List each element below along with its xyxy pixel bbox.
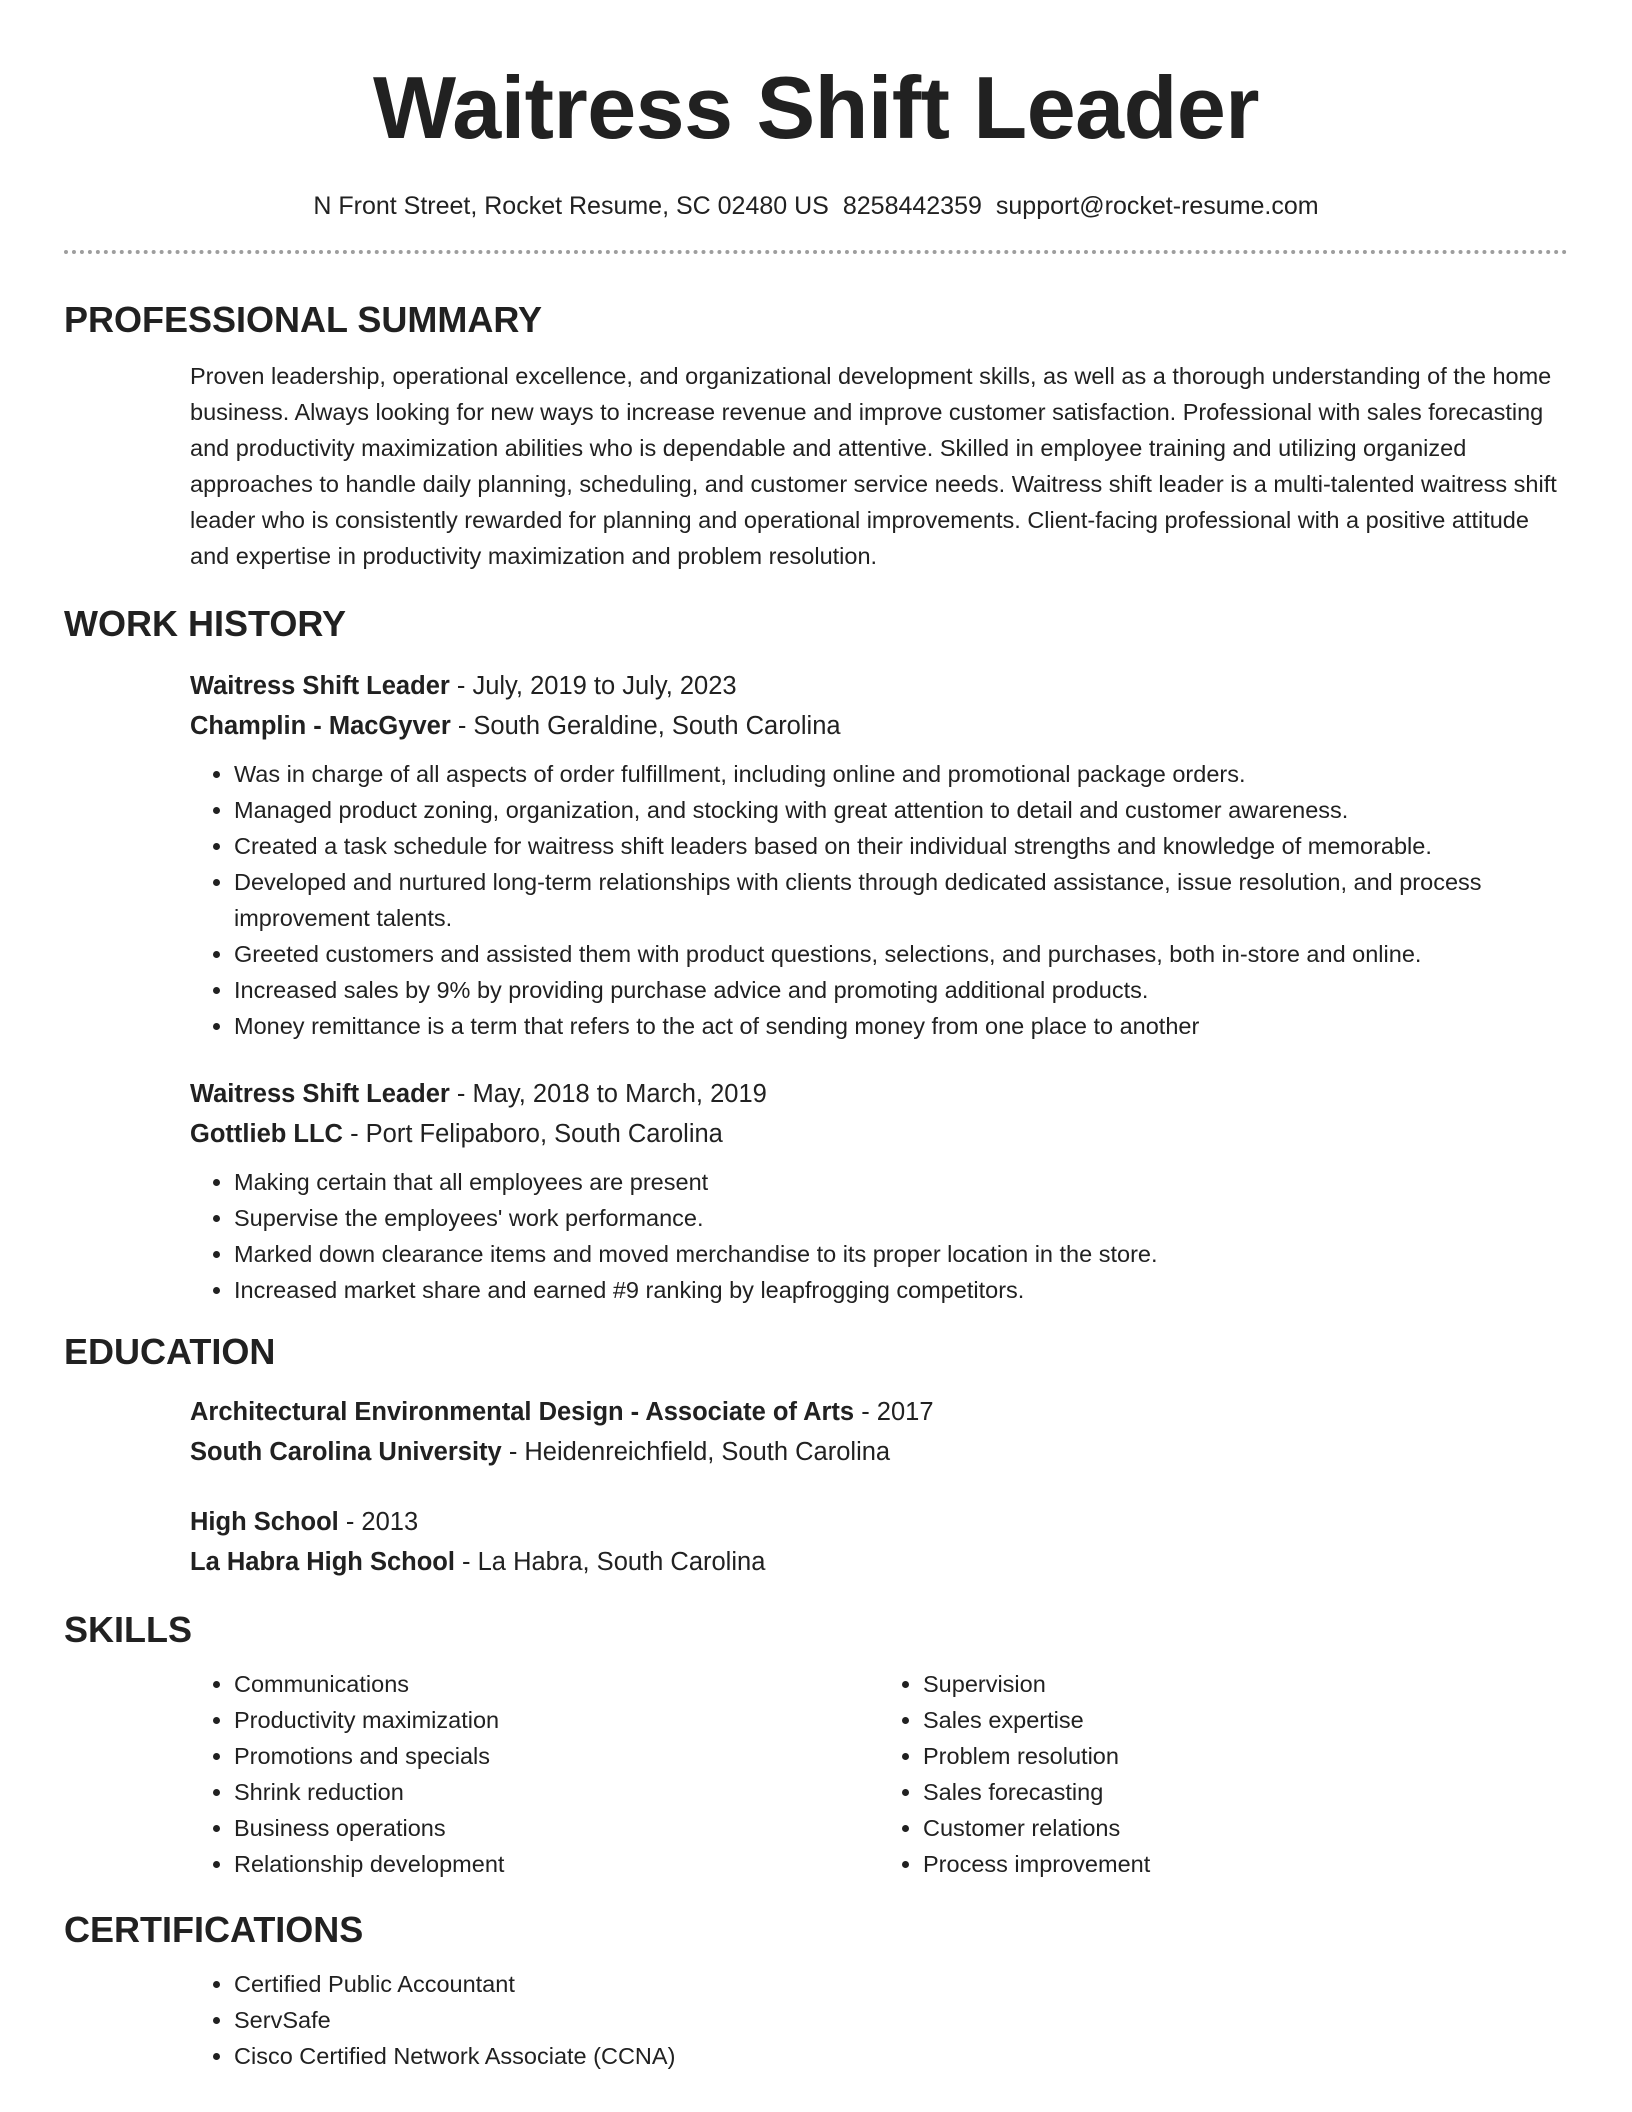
- school-line: [190, 1432, 1568, 1472]
- skills-heading: SKILLS: [64, 1609, 193, 1650]
- job-bullet: • Supervise the employees' work performance.: [234, 1200, 1568, 1236]
- school-line: [190, 1542, 1568, 1582]
- job-bullets: [190, 1164, 1568, 1308]
- skills-section: [64, 1608, 1568, 1882]
- job-entry: [64, 1074, 1568, 1308]
- header-divider: [64, 250, 1568, 254]
- degree-line: [190, 1502, 1568, 1542]
- job-company: Champlin - MacGyver: [190, 712, 451, 740]
- education-section: [64, 1330, 1568, 1582]
- skill-item: • Sales expertise: [923, 1702, 1568, 1738]
- school-name: South Carolina University: [190, 1438, 502, 1466]
- education-entry: [64, 1392, 1568, 1472]
- certification-item: • Cisco Certified Network Associate (CCNA): [234, 2038, 1568, 2074]
- skill-item: • Relationship development: [234, 1846, 879, 1882]
- job-company: Gottlieb LLC: [190, 1120, 343, 1148]
- job-bullet: • Money remittance is a term that refers to the act of sending money from one place to another: [234, 1008, 1568, 1044]
- skill-item: • Shrink reduction: [234, 1774, 879, 1810]
- skill-item: • Customer relations: [923, 1810, 1568, 1846]
- degree-year: - 2017: [854, 1398, 934, 1426]
- skill-item: • Problem resolution: [923, 1738, 1568, 1774]
- degree-name: High School: [190, 1508, 339, 1536]
- summary-text: Proven leadership, operational excellence, and organizational development skills, as well as a thorough understanding of the home business. Always looking for new ways to increase revenue and improve customer satisfaction. Professional with sales forecasting and productivity maximization abilities who is dependable and attentive. Skilled in employee training and utilizing organized approaches to handle daily planning, scheduling, and customer service needs. Waitress shift leader is a multi-talented waitress shift leader who is consistently rewarded for planning and operational improvements. Client-facing professional with a positive attitude and expertise in productivity maximization and problem resolution.: [190, 363, 1557, 569]
- skills-list-left: [190, 1666, 879, 1882]
- job-dates: - July, 2019 to July, 2023: [449, 672, 737, 700]
- skill-item: • Sales forecasting: [923, 1774, 1568, 1810]
- degree-year: - 2013: [338, 1508, 419, 1536]
- skills-columns: [64, 1666, 1568, 1882]
- skill-item: • Communications: [234, 1666, 879, 1702]
- skill-item: • Promotions and specials: [234, 1738, 879, 1774]
- skill-item: • Business operations: [234, 1810, 879, 1846]
- job-bullet: • Increased market share and earned #9 ranking by leapfrogging competitors.: [234, 1272, 1568, 1308]
- job-bullets: [190, 756, 1568, 1044]
- job-dates: - May, 2018 to March, 2019: [449, 1080, 767, 1108]
- school-location: - Heidenreichfield, South Carolina: [501, 1438, 891, 1466]
- job-bullet: • Increased sales by 9% by providing purchase advice and promoting additional products.: [234, 972, 1568, 1008]
- contact-address: N Front Street, Rocket Resume, SC 02480 US: [313, 192, 829, 220]
- school-name: La Habra High School: [190, 1548, 455, 1576]
- job-bullet: • Was in charge of all aspects of order fulfillment, including online and promotional package orders.: [234, 756, 1568, 792]
- contact-phone: 8258442359: [842, 192, 982, 220]
- skill-item: • Process improvement: [923, 1846, 1568, 1882]
- job-bullet: • Making certain that all employees are present: [234, 1164, 1568, 1200]
- work-history-heading: WORK HISTORY: [64, 603, 347, 644]
- degree-name: Architectural Environmental Design - Associate of Arts: [190, 1398, 855, 1426]
- education-entry: [64, 1502, 1568, 1582]
- job-bullet: • Greeted customers and assisted them with product questions, selections, and purchases, both in-store and online.: [234, 936, 1568, 972]
- job-role: Waitress Shift Leader: [190, 672, 450, 700]
- job-company-line: [190, 1114, 1568, 1154]
- certifications-heading: CERTIFICATIONS: [64, 1909, 364, 1950]
- job-bullet: • Created a task schedule for waitress shift leaders based on their individual strengths and knowledge of memorable.: [234, 828, 1568, 864]
- skills-list-right: [879, 1666, 1568, 1882]
- job-title-line: [190, 1074, 1568, 1114]
- work-history-section: [64, 602, 1568, 1308]
- contact-email: support@rocket-resume.com: [995, 192, 1319, 220]
- skill-item: • Productivity maximization: [234, 1702, 879, 1738]
- job-bullet: • Marked down clearance items and moved merchandise to its proper location in the store.: [234, 1236, 1568, 1272]
- certifications-section: [64, 1908, 1568, 2074]
- job-role: Waitress Shift Leader: [190, 1080, 450, 1108]
- school-location: - La Habra, South Carolina: [454, 1548, 766, 1576]
- certification-item: • ServSafe: [234, 2002, 1568, 2038]
- certification-item: • Certified Public Accountant: [234, 1966, 1568, 2002]
- candidate-name: Waitress Shift Leader: [372, 58, 1260, 157]
- job-bullet: • Managed product zoning, organization, and stocking with great attention to detail and customer awareness.: [234, 792, 1568, 828]
- job-entry: [64, 666, 1568, 1044]
- job-bullet: • Developed and nurtured long-term relationships with clients through dedicated assistance, issue resolution, and process improvement talents.: [234, 864, 1568, 936]
- certifications-list: [190, 1966, 1568, 2074]
- summary-heading: PROFESSIONAL SUMMARY: [64, 299, 543, 340]
- contact-line: [64, 188, 1568, 224]
- skill-item: • Supervision: [923, 1666, 1568, 1702]
- job-location: - Port Felipaboro, South Carolina: [342, 1120, 723, 1148]
- job-location: - South Geraldine, South Carolina: [450, 712, 841, 740]
- degree-line: [190, 1392, 1568, 1432]
- job-company-line: [190, 706, 1568, 746]
- job-title-line: [190, 666, 1568, 706]
- education-heading: EDUCATION: [64, 1331, 276, 1372]
- summary-section: [64, 298, 1568, 574]
